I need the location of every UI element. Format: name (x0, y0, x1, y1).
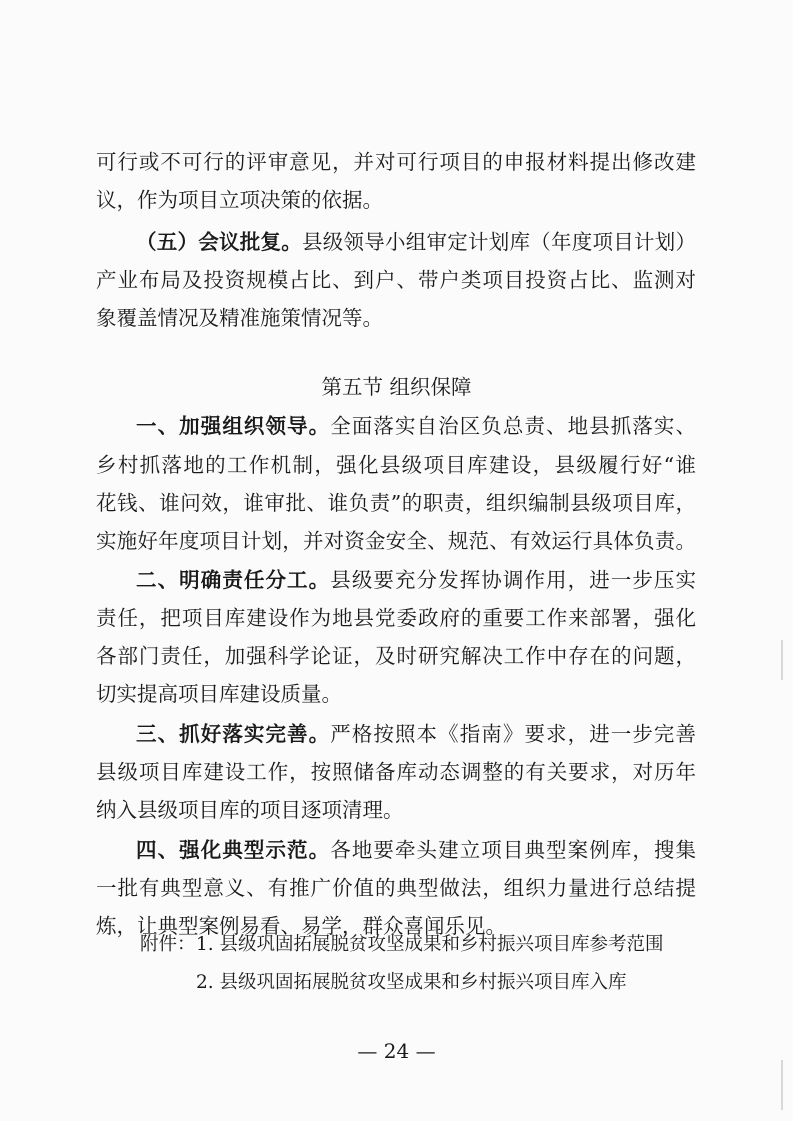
paragraph-line (136, 720, 696, 748)
clause-text: 县级领导小组审定计划库（年度项目计划） (302, 230, 696, 254)
item-heading: 二、明确责任分工。 (136, 568, 331, 592)
paragraph-line: 责任，把项目库建设作为地县党委政府的重要工作来部署，强化 (96, 606, 696, 630)
paragraph-line (136, 228, 696, 256)
clause-heading: （五）会议批复。 (136, 230, 302, 254)
attachment-item: 2. 县级巩固拓展脱贫攻坚成果和乡村振兴项目库入库 (196, 972, 627, 993)
item-heading: 四、强化典型示范。 (136, 838, 331, 862)
paragraph-line: 各部门责任，加强科学论证，及时研究解决工作中存在的问题， (96, 644, 696, 668)
attachments-label: 附件： (140, 934, 196, 955)
item-heading: 一、加强组织领导。 (136, 414, 331, 438)
paragraph-line: 一批有典型意义、有推广价值的典型做法，组织力量进行总结提 (96, 876, 696, 900)
attachment-item: 1. 县级巩固拓展脱贫攻坚成果和乡村振兴项目库参考范围 (196, 934, 664, 955)
paragraph-line: 纳入县级项目库的项目逐项清理。 (96, 798, 404, 822)
section-title: 第五节 组织保障 (321, 375, 472, 399)
paragraph-line: 议，作为项目立项决策的依据。 (96, 188, 383, 212)
paragraph-line: 炼，让典型案例易看、易学，群众喜闻乐见。 (96, 914, 506, 938)
page-number: — 24 — (357, 1039, 436, 1063)
item-heading: 三、抓好落实完善。 (136, 722, 331, 746)
item-text: 各地要牵头建立项目典型案例库，搜集 (330, 838, 696, 862)
paragraph-line: 花钱、谁问效，谁审批、谁负责”的职责，组织编制县级项目库， (96, 491, 696, 515)
paragraph-line (136, 412, 696, 440)
paragraph-line: 可行或不可行的评审意见，并对可行项目的申报材料提出修改建 (96, 150, 696, 174)
paragraph-line: 实施好年度项目计划，并对资金安全、规范、有效运行具体负责。 (96, 529, 696, 553)
paragraph-line (136, 566, 696, 594)
item-text: 全面落实自治区负总责、地县抓落实、 (330, 414, 696, 438)
paragraph-line: 县级项目库建设工作，按照储备库动态调整的有关要求，对历年 (96, 760, 696, 784)
paragraph-line: 切实提高项目库建设质量。 (96, 682, 342, 706)
item-text: 县级要充分发挥协调作用，进一步压实 (330, 568, 696, 592)
paragraph-line: 象覆盖情况及精准施策情况等。 (96, 306, 383, 330)
scan-edge-mark (781, 640, 783, 680)
scan-edge-mark (781, 1060, 783, 1110)
paragraph-line: 产业布局及投资规模占比、到户、带户类项目投资占比、监测对 (96, 268, 696, 292)
paragraph-line (136, 836, 696, 864)
paragraph-line: 乡村抓落地的工作机制，强化县级项目库建设，县级履行好“谁 (96, 453, 696, 477)
item-text: 严格按照本《指南》要求，进一步完善 (330, 722, 696, 746)
